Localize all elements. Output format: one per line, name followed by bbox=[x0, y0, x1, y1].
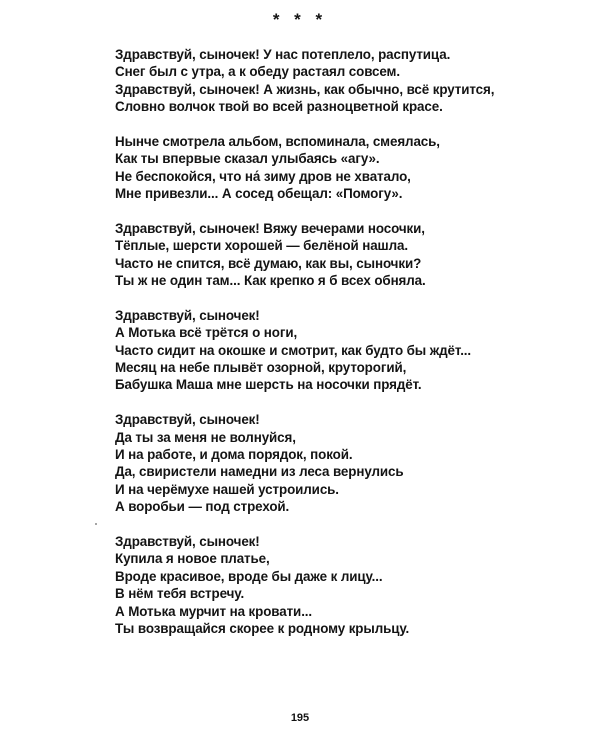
poem-line: И на черёмухе нашей устроились. bbox=[115, 481, 339, 497]
poem-line: Вроде красивое, вроде бы даже к лицу... bbox=[115, 568, 383, 584]
poem-line: Да, свиристели намедни из леса вернулись bbox=[115, 464, 404, 480]
stanza bbox=[115, 533, 585, 637]
poem-line: Здравствуй, сыночек! bbox=[115, 412, 260, 428]
poem-line: Да ты за меня не волнуйся, bbox=[115, 429, 296, 445]
poem-line: Здравствуй, сыночек! Вяжу вечерами носочки, bbox=[115, 220, 425, 236]
stanza bbox=[115, 411, 585, 515]
poem-body bbox=[115, 46, 585, 655]
poem-line: Здравствуй, сыночек! bbox=[115, 533, 260, 549]
poem-line: Мне привезли... А сосед обещал: «Помогу». bbox=[115, 186, 403, 202]
stanza bbox=[115, 220, 585, 290]
poem-line: А Мотька мурчит на кровати... bbox=[115, 603, 313, 619]
stanza bbox=[115, 133, 585, 203]
poem-line: Тёплые, шерсти хорошей — белёной нашла. bbox=[115, 238, 408, 254]
poem-line: Месяц на небе плывёт озорной, круторогий, bbox=[115, 360, 407, 376]
poem-line: Как ты впервые сказал улыбаясь «агу». bbox=[115, 151, 380, 167]
poem-line: А воробьи — под стрехой. bbox=[115, 499, 290, 515]
poem-line: Бабушка Маша мне шерсть на носочки прядёт. bbox=[115, 377, 422, 393]
poem-line: Здравствуй, сыночек! А жизнь, как обычно, всё крутится, bbox=[115, 81, 495, 97]
poem-line: Снег был с утра, а к обеду растаял совсем. bbox=[115, 64, 400, 80]
poem-line: Ты ж не один там... Как крепко я б всех обняла. bbox=[115, 273, 426, 289]
poem-line: Часто не спится, всё думаю, как вы, сыночки? bbox=[115, 255, 422, 271]
poem-line: Ты возвращайся скорее к родному крыльцу. bbox=[115, 620, 410, 636]
poem-line: Здравствуй, сыночек! У нас потеплело, распутица. bbox=[115, 47, 451, 62]
poem-line: Купила я новое платье, bbox=[115, 551, 270, 567]
page-number: 195 bbox=[290, 712, 310, 724]
stanza bbox=[115, 46, 585, 116]
stanza bbox=[115, 307, 585, 394]
print-speck bbox=[95, 523, 97, 525]
poem-line: Здравствуй, сыночек! bbox=[115, 307, 260, 323]
poem-line: Словно волчок твой во всей разноцветной красе. bbox=[115, 99, 443, 115]
poem-line: Не беспокойся, что на́ зиму дров не хватало, bbox=[115, 168, 411, 184]
poem-line: Нынче смотрела альбом, вспоминала, смеялась, bbox=[115, 133, 440, 149]
poem-line: И на работе, и дома порядок, покой. bbox=[115, 446, 353, 462]
section-separator: * * * bbox=[272, 10, 328, 29]
poem-line: А Мотька всё трётся о ноги, bbox=[115, 325, 298, 341]
poem-line: В нём тебя встречу. bbox=[115, 586, 245, 602]
poem-line: Часто сидит на окошке и смотрит, как будто бы ждёт... bbox=[115, 342, 472, 358]
